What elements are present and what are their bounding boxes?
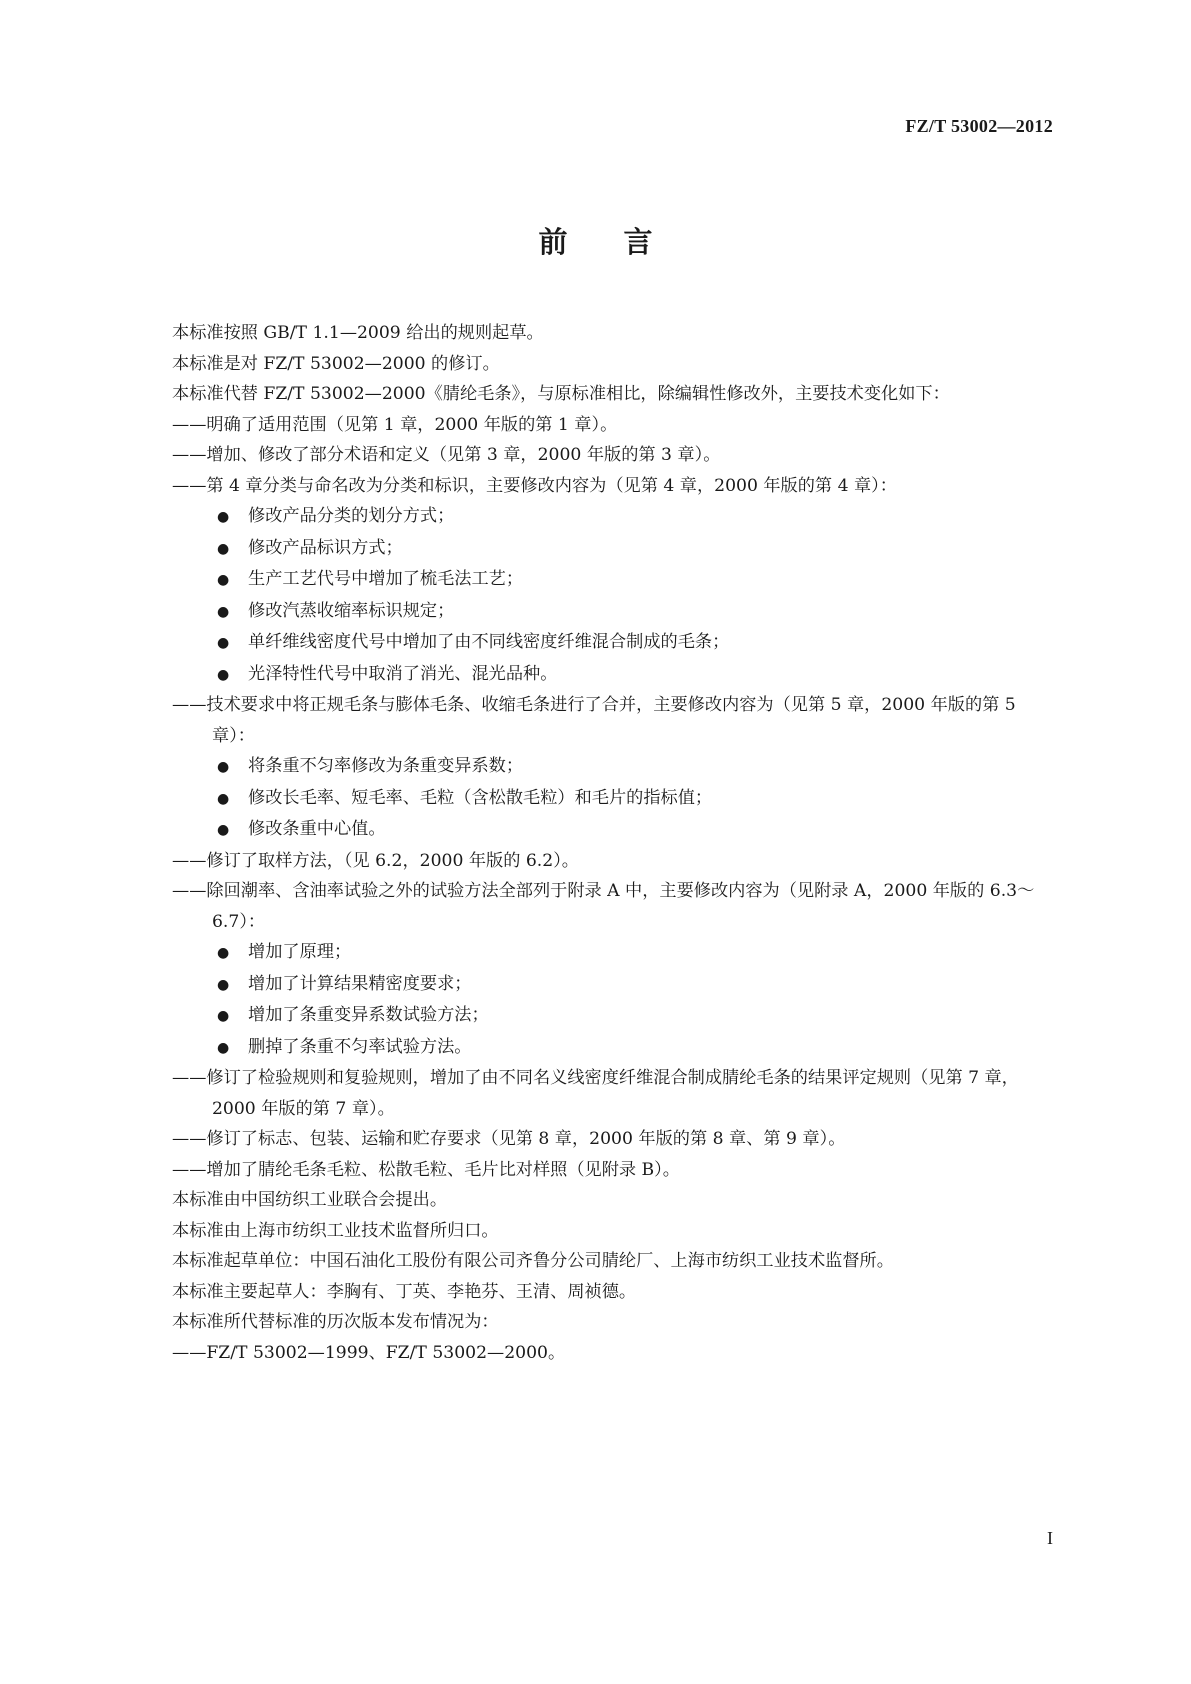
foreword-body: [172, 318, 1052, 1368]
bullet-icon: ●: [217, 1039, 230, 1056]
bullet-icon: ●: [217, 976, 230, 993]
bullet-item: [172, 533, 1052, 565]
paragraph: 本标准主要起草人：李胸有、丁英、李艳芬、王清、周祯德。: [172, 1281, 637, 1302]
bullet-item: [172, 969, 1052, 1001]
change-item: ——修订了检验规则和复验规则，增加了由不同名义线密度纤维混合制成腈纶毛条的结果评定规则（见第 7 章，2000 年版的第 7 章）。: [172, 1068, 1019, 1119]
bullet-text: 增加了原理；: [248, 942, 352, 962]
change-item: ——技术要求中将正规毛条与膨体毛条、收缩毛条进行了合并，主要修改内容为（见第 5 章，2000 年版的第 5 章）：: [172, 695, 1016, 746]
paragraph: 本标准起草单位：中国石油化工股份有限公司齐鲁分公司腈纶厂、上海市纺织工业技术监督所。: [172, 1251, 894, 1271]
bullet-item: [172, 564, 1052, 596]
change-item: ——除回潮率、含油率试验之外的试验方法全部列于附录 A 中，主要修改内容为（见附录 A，2000 年版的 6.3～6.7）：: [172, 881, 1035, 932]
bullet-icon: ●: [217, 509, 230, 525]
bullet-text: 生产工艺代号中增加了梳毛法工艺；: [248, 569, 524, 589]
change-item: ——第 4 章分类与命名改为分类和标识，主要修改内容为（见第 4 章，2000 年版的第 4 章）：: [172, 475, 897, 496]
bullet-text: 增加了条重变异系数试验方法；: [248, 1005, 489, 1025]
bullet-icon: ●: [217, 822, 230, 838]
bullet-item: [172, 501, 1052, 533]
change-item: ——增加了腈纶毛条毛粒、松散毛粒、毛片比对样照（见附录 B）。: [172, 1159, 680, 1180]
bullet-text: 修改产品标识方式；: [248, 537, 403, 558]
bullet-icon: ●: [217, 945, 230, 961]
paragraph: 本标准由中国纺织工业联合会提出。: [172, 1190, 448, 1210]
bullet-text: 增加了计算结果精密度要求；: [248, 973, 472, 994]
bullet-item: [172, 596, 1052, 628]
paragraph: 本标准代替 FZ/T 53002—2000《腈纶毛条》，与原标准相比，除编辑性修改外，主要技术变化如下：: [172, 384, 950, 404]
page-title: 前言: [538, 225, 709, 259]
bullet-item: [172, 814, 1052, 846]
bullet-text: 修改长毛率、短毛率、毛粒（含松散毛粒）和毛片的指标值；: [248, 787, 713, 808]
change-item: ——FZ/T 53002—1999、FZ/T 53002—2000。: [172, 1342, 566, 1363]
bullet-item: [172, 783, 1052, 815]
bullet-text: 删掉了条重不匀率试验方法。: [248, 1036, 472, 1057]
paragraph: 本标准是对 FZ/T 53002—2000 的修订。: [172, 353, 500, 374]
bullet-icon: ●: [217, 603, 230, 620]
bullet-text: 修改汽蒸收缩率标识规定；: [248, 600, 455, 621]
bullet-item: [172, 659, 1052, 691]
paragraph: 本标准由上海市纺织工业技术监督所归口。: [172, 1220, 499, 1241]
bullet-icon: ●: [217, 790, 230, 807]
change-item: ——增加、修改了部分术语和定义（见第 3 章，2000 年版的第 3 章）。: [172, 445, 721, 465]
bullet-icon: ●: [217, 759, 230, 775]
paragraph: 本标准所代替标准的历次版本发布情况为：: [172, 1312, 499, 1332]
change-item: ——修订了取样方法，（见 6.2，2000 年版的 6.2）。: [172, 850, 579, 871]
bullet-icon: ●: [217, 666, 230, 683]
bullet-item: [172, 937, 1052, 969]
bullet-item: [172, 1000, 1052, 1032]
bullet-item: [172, 751, 1052, 783]
bullet-icon: ●: [217, 1008, 230, 1024]
bullet-text: 单纤维线密度代号中增加了由不同线密度纤维混合制成的毛条；: [248, 632, 730, 652]
change-item: ——修订了标志、包装、运输和贮存要求（见第 8 章，2000 年版的第 8 章、第 9 章）。: [172, 1129, 846, 1149]
bullet-item: [172, 627, 1052, 659]
bullet-text: 光泽特性代号中取消了消光、混光品种。: [248, 663, 558, 684]
change-item: ——明确了适用范围（见第 1 章，2000 年版的第 1 章）。: [172, 414, 618, 435]
bullet-text: 修改产品分类的划分方式；: [248, 506, 455, 526]
bullet-text: 修改条重中心值。: [248, 819, 386, 839]
page-number: I: [1047, 1528, 1053, 1548]
bullet-icon: ●: [217, 540, 230, 557]
bullet-icon: ●: [217, 635, 230, 651]
standard-code: FZ/T 53002—2012: [905, 116, 1053, 136]
bullet-item: [172, 1032, 1052, 1064]
bullet-text: 将条重不匀率修改为条重变异系数；: [248, 756, 524, 776]
paragraph: 本标准按照 GB/T 1.1—2009 给出的规则起草。: [172, 323, 544, 343]
bullet-icon: ●: [217, 572, 230, 588]
